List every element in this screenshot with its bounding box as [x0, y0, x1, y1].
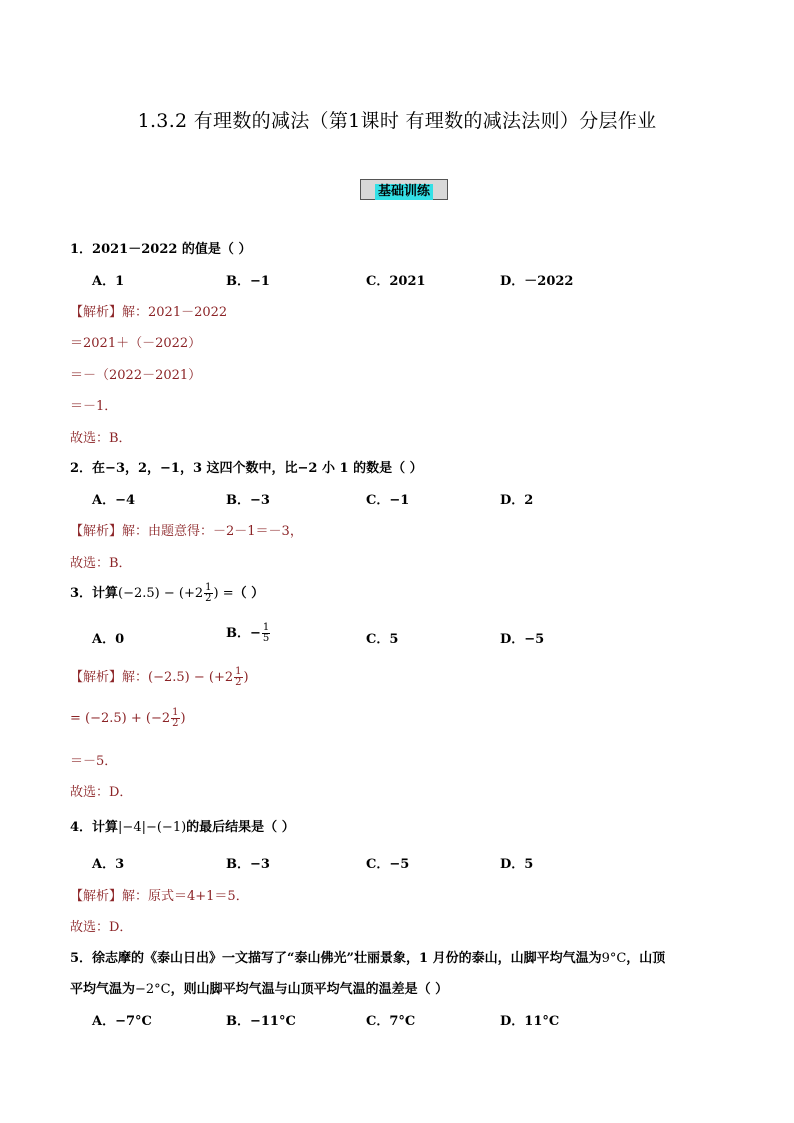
q1-answer: 故选：B． [70, 431, 132, 446]
q4-option-c: C．−5 [366, 857, 410, 872]
q2-solution-line: 【解析】解：由题意得：－2－1＝－3， [70, 524, 303, 539]
q3-solution-line [70, 708, 186, 729]
q1-solution-line: ＝2021＋（－2022） [70, 336, 202, 351]
q3-solution-denominator: 2 [172, 718, 179, 729]
q1-solution-line: ＝－1． [70, 399, 118, 414]
q4-option-a: A．3 [92, 857, 125, 872]
q3-solution-prefix: 【解析】解： [70, 670, 149, 685]
q4-option-d: D．5 [500, 857, 534, 872]
q5-temperature: 9°C [601, 951, 627, 966]
q4-solution-line: 【解析】解：原式＝4+1＝5． [70, 889, 249, 904]
q3-solution-numerator: 1 [235, 666, 242, 677]
q3-solution-fraction [234, 667, 242, 688]
q4-answer: 故选：D． [70, 920, 133, 935]
q3-solution-expr-end: ) [180, 711, 186, 726]
q3-fraction-numerator: 1 [205, 582, 212, 593]
section-label: 基础训练 [375, 184, 433, 200]
q3-solution-denominator: 2 [235, 677, 242, 688]
q3-option-d: D．−5 [500, 632, 545, 647]
q3-option-b-fraction [262, 623, 270, 644]
q3-option-b-numerator: 1 [262, 622, 270, 633]
q3-solution-expr-end: ) [243, 670, 249, 685]
q1-solution-line: ＝－（2022－2021） [70, 368, 202, 383]
q3-fraction-denominator: 2 [205, 593, 212, 604]
q4-suffix: 的最后结果是（ ） [186, 820, 295, 835]
question-2: 2．在−3，2，−1，3 这四个数中，比−2 小 1 的数是（ ） [70, 461, 423, 476]
q1-solution-line: 【解析】解：2021－2022 [70, 305, 228, 320]
q4-expression: |−4|−(−1) [118, 820, 187, 835]
question-1: 1．2021－2022 的值是（ ） [70, 242, 252, 257]
q3-fraction [204, 583, 212, 604]
q1-option-b: B．−1 [226, 274, 270, 289]
q4-option-b: B．−3 [226, 857, 270, 872]
q5-option-b: B．−11°C [226, 1014, 296, 1029]
q3-expression: (−2.5) − (+2 [118, 586, 204, 601]
question-4 [70, 816, 295, 835]
q3-solution-line: ＝－5． [70, 754, 118, 769]
q3-solution-line [70, 666, 249, 688]
q3-option-b-label: B．− [226, 626, 261, 641]
q3-option-b [226, 622, 271, 644]
q3-option-b-denominator: 5 [262, 633, 270, 644]
q5-text: ，则山脚平均气温与山顶平均气温的温差是（ ） [170, 982, 449, 997]
q2-option-b: B．−3 [226, 493, 270, 508]
q3-suffix: （ ） [233, 586, 265, 601]
question-5-line-1 [70, 947, 665, 966]
q5-option-c: C．7°C [366, 1014, 416, 1029]
q5-option-a: A．−7°C [92, 1014, 152, 1029]
q2-option-c: C．−1 [366, 493, 410, 508]
q3-prefix: 3．计算 [70, 586, 119, 601]
q3-solution-numerator: 1 [172, 707, 179, 718]
question-5-line-2 [70, 978, 448, 997]
section-header [360, 179, 448, 200]
q5-option-d: D．11°C [500, 1014, 560, 1029]
q5-text: 5．徐志摩的《泰山日出》一文描写了“泰山佛光”壮丽景象，1 月份的泰山，山脚平均气温为 [70, 951, 602, 966]
q3-answer: 故选：D． [70, 785, 133, 800]
q3-solution-expr: (−2.5) − (+2 [148, 670, 234, 685]
question-3 [70, 582, 264, 604]
q5-text: ，山顶 [626, 951, 666, 966]
q2-option-a: A．−4 [92, 493, 136, 508]
q2-option-d: D．2 [500, 493, 534, 508]
q3-expression-end: ) = [213, 586, 234, 601]
q3-option-a: A．0 [92, 632, 125, 647]
page-title: 1.3.2 有理数的减法（第1课时 有理数的减法法则）分层作业 [137, 110, 657, 132]
q5-temperature: −2°C [135, 982, 171, 997]
q1-option-c: C．2021 [366, 274, 426, 289]
q3-solution-expr: = (−2.5) + (−2 [70, 711, 171, 726]
q1-option-a: A．1 [92, 274, 125, 289]
q3-solution-fraction [171, 708, 179, 729]
q4-prefix: 4．计算 [70, 820, 119, 835]
q2-answer: 故选：B． [70, 556, 132, 571]
q3-option-c: C．5 [366, 632, 399, 647]
q1-option-d: D．－2022 [500, 274, 574, 289]
q5-text: 平均气温为 [70, 982, 136, 997]
